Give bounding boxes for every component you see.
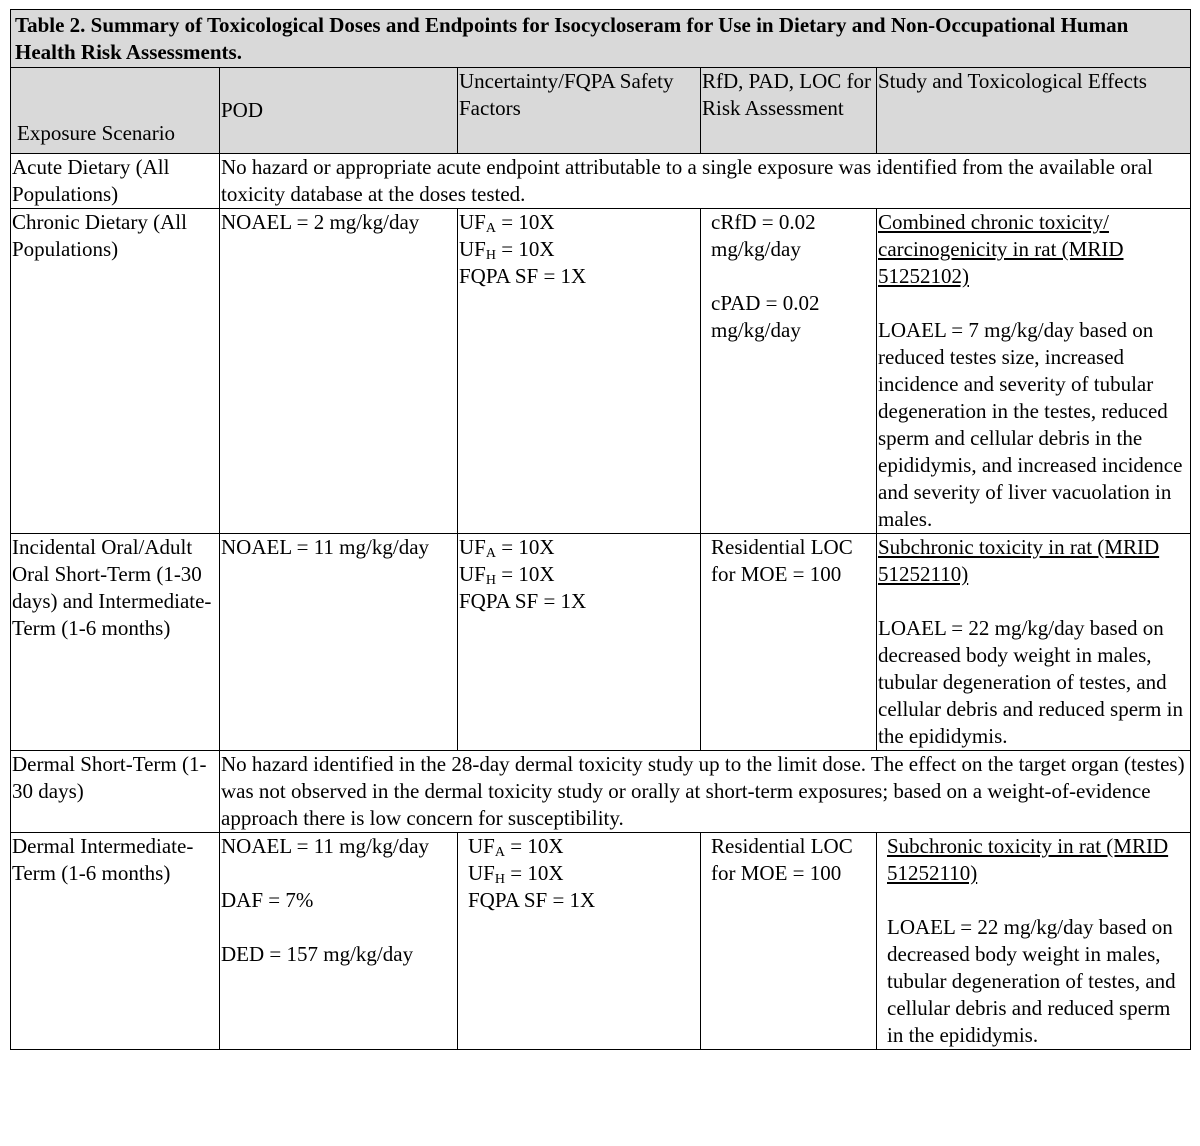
uf-a-line: $UF_A = 10X$ [459,535,555,561]
uf-h-line: $UF_H = 10X$ [459,237,555,263]
incidental-study-title: Subchronic toxicity in rat (MRID 51252110) [878,535,1160,586]
noael-value: NOAEL = 11 mg/kg/day [221,834,430,858]
chronic-study-effect: LOAEL = 7 mg/kg/day based on reduced testes size, increased incidence and severity of tubular degeneration in the testes, reduced sperm and cellular debris in the epididymis, and increased incidence and severity of liver vacuolation in males. [878,318,1183,531]
header-rfd-pad-loc: RfD, PAD, LOC for Risk Assessment [701,68,877,154]
chronic-rfd-pad [701,209,877,534]
header-study-effects: Study and Toxicological Effects [877,68,1191,154]
daf-value: DAF = 7% [221,888,314,912]
header-row [11,68,1191,154]
uf-h-line: $UF_H = 10X$ [468,861,564,887]
fqpa-line: FQPA SF = 1X [468,888,596,912]
toxicology-summary-table [10,9,1191,1050]
chronic-uncertainty-factors [458,209,701,534]
header-exposure-scenario: Exposure Scenario [11,68,220,154]
chronic-study-effects [877,209,1191,534]
ded-value: DED = 157 mg/kg/day [221,942,414,966]
caption-row [11,10,1191,68]
dermal-intermediate-study-title: Subchronic toxicity in rat (MRID 51252110) [887,834,1169,885]
acute-dietary-note: No hazard or appropriate acute endpoint attributable to a single exposure was identified from the available oral toxicity database at the doses tested. [220,154,1191,209]
incidental-pod: NOAEL = 11 mg/kg/day [220,534,458,751]
dermal-short-term-note: No hazard identified in the 28-day dermal toxicity study up to the limit dose. The effect on the target organ (testes) was not observed in the dermal toxicity study or orally at short-term exposures; based on a weight-of-evidence approach there is low concern for susceptibility. [220,751,1191,833]
incidental-loc: Residential LOC for MOE = 100 [701,534,877,751]
scenario-dermal-short-term: Dermal Short-Term (1-30 days) [11,751,220,833]
header-uncertainty-factors: Uncertainty/FQPA Safety Factors [458,68,701,154]
dermal-intermediate-loc: Residential LOC for MOE = 100 [701,833,877,1050]
uf-h-line: $UF_H = 10X$ [459,562,555,588]
dermal-intermediate-study-effects [877,833,1191,1050]
dermal-intermediate-study-effect: LOAEL = 22 mg/kg/day based on decreased body weight in males, tubular degeneration of testes, and cellular debris and reduced sperm in the epididymis. [887,915,1176,1047]
fqpa-line: FQPA SF = 1X [459,589,587,613]
cpad-value: cPAD = 0.02 mg/kg/day [711,291,820,342]
dermal-intermediate-pod [220,833,458,1050]
scenario-acute-dietary: Acute Dietary (All Populations) [11,154,220,209]
table-row-chronic-dietary [11,209,1191,534]
dermal-intermediate-uncertainty-factors [458,833,701,1050]
header-pod: POD [220,68,458,154]
scenario-dermal-intermediate: Dermal Intermediate-Term (1-6 months) [11,833,220,1050]
table-row-dermal-short-term [11,751,1191,833]
table-row-incidental-oral [11,534,1191,751]
table-row-dermal-intermediate [11,833,1191,1050]
table-row-acute-dietary [11,154,1191,209]
uf-a-line: $UF_A = 10X$ [468,834,564,860]
chronic-study-title: Combined chronic toxicity/ carcinogenicity in rat (MRID 51252102) [878,210,1124,288]
scenario-chronic-dietary: Chronic Dietary (All Populations) [11,209,220,534]
incidental-study-effects [877,534,1191,751]
crfd-value: cRfD = 0.02 mg/kg/day [711,210,816,261]
incidental-study-effect: LOAEL = 22 mg/kg/day based on decreased body weight in males, tubular degeneration of testes, and cellular debris and reduced sperm in the epididymis. [878,616,1183,748]
scenario-incidental-oral: Incidental Oral/Adult Oral Short-Term (1-30 days) and Intermediate-Term (1-6 months) [11,534,220,751]
chronic-pod: NOAEL = 2 mg/kg/day [220,209,458,534]
incidental-uncertainty-factors [458,534,701,751]
uf-a-line: $UF_A = 10X$ [459,210,555,236]
fqpa-line: FQPA SF = 1X [459,264,587,288]
table-caption: Table 2. Summary of Toxicological Doses and Endpoints for Isocycloseram for Use in Dietary and Non-Occupational Human Health Risk Assessments. [11,10,1191,68]
